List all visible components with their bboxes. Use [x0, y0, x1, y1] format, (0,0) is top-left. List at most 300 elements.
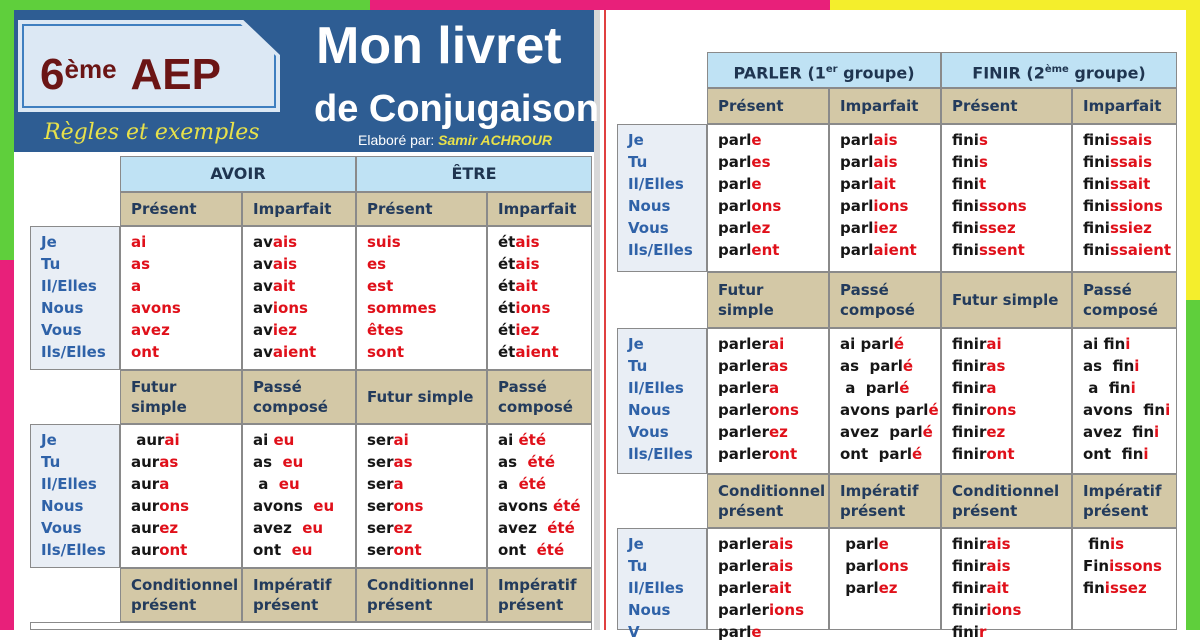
conjugated-form — [253, 231, 345, 253]
conjugated-form — [367, 429, 476, 451]
avoir-futur-forms — [120, 424, 242, 568]
tense-etre-imperatif: Impératif présent — [487, 568, 592, 622]
tense-parler-imparfait: Imparfait — [829, 88, 941, 124]
author-credit — [358, 132, 552, 148]
tense-avoir-passe: Passé composé — [242, 370, 356, 424]
conjugated-form — [952, 533, 1061, 555]
finir-passe-forms — [1072, 328, 1177, 474]
tense-finir-passe: Passé composé — [1072, 272, 1177, 328]
tense-avoir-futur: Futur simple — [120, 370, 242, 424]
verb-stem: parl — [718, 623, 752, 641]
conjugated-form — [1083, 151, 1166, 173]
parler-sup: er — [825, 64, 838, 75]
conjugated-form — [1083, 217, 1166, 239]
conjugated-form — [1083, 129, 1166, 151]
conjugated-form — [498, 231, 581, 253]
verb-ending: ait — [986, 579, 1009, 597]
pronouns-block-1: Je Tu Il/Elles Nous Vous Ils/Elles — [30, 226, 120, 370]
verb-stem: finir — [952, 445, 987, 463]
verb-stem: fini — [1083, 219, 1110, 237]
subtitle: Règles et exemples — [44, 120, 260, 145]
conjugated-form — [253, 341, 345, 363]
verb-stem: a parl — [840, 379, 900, 397]
verb-stem: parl — [718, 153, 752, 171]
conjugated-form — [1083, 421, 1166, 443]
tense-finir-imperatif: Impératif présent — [1072, 474, 1177, 528]
conjugated-form — [131, 231, 231, 253]
verb-ending: ai — [164, 431, 180, 449]
verb-ending: ait — [272, 277, 296, 295]
conjugated-form — [367, 495, 476, 517]
conjugated-form — [253, 495, 345, 517]
conjugated-form — [131, 253, 231, 275]
tense-etre-futur: Futur simple — [356, 370, 487, 424]
conjugated-form — [840, 239, 930, 261]
verb-ending: ssiez — [1109, 219, 1152, 237]
level-superscript: ème — [64, 54, 117, 84]
verb-stem: aur — [131, 497, 160, 515]
verb-stem: parler — [718, 401, 769, 419]
verb-ending: r — [978, 623, 987, 641]
verb-ending: avez — [131, 321, 170, 339]
verb-ending: ais — [986, 557, 1011, 575]
tense-parler-passe: Passé composé — [829, 272, 941, 328]
verb-ending: ions — [986, 601, 1022, 619]
verb-stem: av — [253, 299, 273, 317]
tense-etre-passe: Passé composé — [487, 370, 592, 424]
conjugated-form — [952, 355, 1061, 377]
verb-ending: as — [131, 255, 151, 273]
verb-stem: parler — [718, 557, 769, 575]
verb-ending: é — [928, 401, 939, 419]
verb-ending: ais — [272, 233, 298, 251]
tense-finir-futur: Futur simple — [941, 272, 1072, 328]
verb-stem: parl — [718, 131, 752, 149]
verb-stem: finir — [952, 401, 987, 419]
verb-stem: av — [253, 255, 273, 273]
conjugated-form — [1083, 399, 1171, 421]
verb-ending: ons — [159, 497, 190, 515]
verb-ending: ont — [986, 445, 1015, 463]
verb-stem: parl — [840, 535, 879, 553]
conjugated-form — [718, 599, 818, 621]
finir-futur-forms — [941, 328, 1072, 474]
verb-ending: as — [986, 357, 1006, 375]
verb-stem: a fin — [1083, 379, 1131, 397]
verb-stem: parler — [718, 335, 769, 353]
conjugated-form — [718, 555, 818, 577]
verb-stem: finir — [952, 379, 987, 397]
verb-stem: avez — [253, 519, 303, 537]
verb-ending: été — [553, 497, 581, 515]
conjugated-form — [1083, 443, 1166, 465]
verb-stem: as parl — [840, 357, 903, 375]
parler-imparfait-forms — [829, 124, 941, 272]
conjugated-form — [1083, 555, 1166, 577]
conjugated-form — [498, 341, 581, 363]
conjugated-form — [952, 129, 1061, 151]
verb-stem: aur — [131, 453, 160, 471]
verb-ending: ai — [393, 431, 409, 449]
verb-stem: as — [498, 453, 528, 471]
parler-passe-forms — [829, 328, 941, 474]
verb-ending: a — [159, 475, 170, 493]
tense-etre-present: Présent — [356, 192, 487, 226]
conjugated-form — [253, 429, 345, 451]
verb-stem: parl — [718, 197, 752, 215]
verb-stem: aur — [131, 431, 165, 449]
conjugated-form — [131, 297, 231, 319]
verb-stem: a — [498, 475, 519, 493]
verb-ending: a — [768, 379, 780, 397]
verb-ending: é — [912, 445, 923, 463]
verb-ending: ssent — [978, 241, 1025, 259]
verb-ending: été — [547, 519, 575, 537]
verb-stem: as — [253, 453, 283, 471]
border-top-mid — [370, 0, 830, 10]
verb-ending: ions — [768, 601, 805, 619]
verb-stem: fini — [1083, 153, 1110, 171]
conjugated-form — [1083, 195, 1166, 217]
verb-stem: ét — [498, 255, 516, 273]
verb-stem: finir — [952, 535, 987, 553]
conjugated-form — [367, 451, 476, 473]
conjugated-form — [1083, 173, 1166, 195]
conjugated-form — [367, 539, 476, 561]
conjugated-form — [367, 231, 476, 253]
avoir-imparfait-forms — [242, 226, 356, 370]
conjugated-form — [718, 421, 818, 443]
verb-ending: s — [978, 153, 988, 171]
verb-stem: aur — [131, 541, 160, 559]
verb-ending: ais — [515, 233, 540, 251]
pronouns-block-4: Je Tu Il/Elles Nous Vous Ils/Elles — [617, 328, 707, 474]
verb-stem: parl — [840, 241, 874, 259]
border-left-bottom — [0, 260, 14, 630]
verb-stem: av — [253, 321, 273, 339]
verb-ending: iez — [515, 321, 540, 339]
tense-avoir-imperatif: Impératif présent — [242, 568, 356, 622]
verb-ending: e — [878, 535, 889, 553]
verb-stem: av — [253, 343, 273, 361]
conjugated-form — [131, 319, 231, 341]
conjugated-form — [718, 217, 818, 239]
verb-stem: fini — [952, 197, 979, 215]
verb-stem: parler — [718, 579, 769, 597]
author-name: Samir ACHROUR — [438, 132, 553, 148]
verb-header-avoir: AVOIR — [120, 156, 356, 192]
verb-ending: été — [527, 453, 556, 471]
conjugated-form — [131, 473, 231, 495]
parler-imperatif-forms — [829, 528, 941, 630]
finir-sup: ème — [1044, 64, 1069, 75]
verb-stem: fini — [952, 219, 979, 237]
conjugated-form — [718, 333, 818, 355]
verb-ending: ais — [515, 255, 540, 273]
verb-ending: aient — [272, 343, 317, 361]
verb-stem: avons parl — [840, 401, 929, 419]
conjugated-form — [718, 151, 818, 173]
verb-ending: es — [367, 255, 387, 273]
verb-stem: finir — [952, 335, 987, 353]
verb-stem: avons fin — [1083, 401, 1166, 419]
verb-ending: été — [518, 431, 547, 449]
verb-ending: a — [393, 475, 404, 493]
conjugated-form — [1083, 577, 1166, 599]
finir-rest: groupe) — [1068, 63, 1146, 83]
verb-stem: parl — [840, 579, 879, 597]
conjugated-form — [253, 517, 345, 539]
tense-avoir-imparfait: Imparfait — [242, 192, 356, 226]
verb-stem: parler — [718, 423, 769, 441]
conjugated-form — [498, 429, 581, 451]
verb-ending: issez — [1104, 579, 1147, 597]
conjugated-form — [131, 539, 231, 561]
verb-stem: parl — [840, 197, 874, 215]
tense-finir-imparfait: Imparfait — [1072, 88, 1177, 124]
conjugated-form — [1083, 533, 1166, 555]
verb-stem: ai — [253, 431, 274, 449]
verb-stem: ser — [367, 519, 394, 537]
conjugated-form — [718, 377, 818, 399]
verb-ending: eu — [273, 431, 295, 449]
verb-ending: êtes — [367, 321, 404, 339]
verb-stem: avez fin — [1083, 423, 1155, 441]
verb-stem: ont fin — [1083, 445, 1144, 463]
verb-stem: ser — [367, 497, 394, 515]
border-top-left — [0, 0, 370, 10]
conjugated-form — [718, 443, 818, 465]
conjugated-form — [367, 341, 476, 363]
level-number: 6 — [40, 50, 65, 99]
conjugated-form — [498, 451, 581, 473]
verb-ending: s — [978, 131, 988, 149]
tense-avoir-present: Présent — [120, 192, 242, 226]
parler-rest: groupe) — [837, 63, 915, 83]
verb-ending: ons — [986, 401, 1017, 419]
conjugated-form — [498, 253, 581, 275]
verb-stem: ser — [367, 431, 394, 449]
verb-ending: sommes — [367, 299, 437, 317]
conjugated-form — [952, 173, 1061, 195]
conjugated-form — [367, 319, 476, 341]
verb-stem: ser — [367, 475, 394, 493]
verb-ending: ssais — [1109, 153, 1153, 171]
border-left-top — [0, 0, 14, 260]
verb-ending: ions — [873, 197, 909, 215]
verb-stem: avons — [253, 497, 314, 515]
conjugated-form — [498, 517, 581, 539]
tense-etre-imparfait: Imparfait — [487, 192, 592, 226]
conjugated-form — [952, 239, 1061, 261]
verb-ending: aient — [515, 343, 559, 361]
verb-ending: eu — [282, 453, 304, 471]
verb-ending: as — [393, 453, 413, 471]
verb-stem: parl — [840, 175, 874, 193]
verb-ending: i — [1125, 335, 1131, 353]
verb-ending: ssais — [1109, 131, 1153, 149]
verb-ending: été — [518, 475, 547, 493]
pronouns-block-5: Je Tu Il/Elles Nous V — [617, 528, 707, 630]
verb-ending: ont — [768, 445, 798, 463]
verb-ending: é — [902, 357, 914, 375]
conjugated-form — [498, 275, 581, 297]
verb-stem: parl — [840, 153, 874, 171]
verb-stem: parl — [840, 557, 879, 575]
conjugated-form — [253, 275, 345, 297]
verb-stem: ét — [498, 277, 516, 295]
conjugated-form — [952, 151, 1061, 173]
verb-ending: sont — [367, 343, 405, 361]
verb-ending: ais — [768, 535, 794, 553]
parler-name: PARLER (1 — [733, 63, 826, 83]
verb-ending: i — [1154, 423, 1160, 441]
verb-ending: ez — [986, 423, 1006, 441]
verb-header-parler — [707, 52, 941, 88]
verb-stem: fin — [1083, 579, 1105, 597]
verb-ending: ont — [131, 343, 160, 361]
etre-futur-forms — [356, 424, 487, 568]
tense-avoir-conditionnel: Conditionnel présent — [120, 568, 242, 622]
verb-stem: aur — [131, 519, 160, 537]
verb-ending: ait — [768, 579, 792, 597]
verb-ending: ez — [768, 423, 788, 441]
verb-ending: ais — [873, 131, 898, 149]
conjugated-form — [367, 275, 476, 297]
verb-stem: fini — [952, 175, 979, 193]
verb-ending: ons — [751, 197, 782, 215]
verb-ending: eu — [291, 541, 313, 559]
tense-parler-futur: Futur simple — [707, 272, 829, 328]
verb-stem: as fin — [1083, 357, 1135, 375]
pronouns-block-2: Je Tu Il/Elles Nous Vous Ils/Elles — [30, 424, 120, 568]
pronouns-block-3: Je Tu Il/Elles Nous Vous Ils/Elles — [617, 124, 707, 272]
conjugated-form — [367, 517, 476, 539]
conjugated-form — [253, 297, 345, 319]
verb-ending: ont — [159, 541, 188, 559]
verb-stem: ét — [498, 343, 516, 361]
verb-ending: ez — [159, 519, 179, 537]
conjugated-form — [1083, 239, 1172, 261]
verb-stem: finir — [952, 579, 987, 597]
parler-present-forms — [707, 124, 829, 272]
verb-stem: parl — [840, 219, 874, 237]
verb-ending: as — [159, 453, 179, 471]
conjugated-form — [498, 539, 581, 561]
conjugated-form — [718, 173, 818, 195]
conjugated-form — [253, 473, 345, 495]
verb-ending: ez — [393, 519, 413, 537]
verb-stem: ét — [498, 299, 516, 317]
finir-imparfait-forms — [1072, 124, 1177, 272]
verb-ending: is — [1110, 535, 1125, 553]
verb-ending: ent — [751, 241, 780, 259]
verb-stem: parl — [840, 131, 874, 149]
verb-stem: parler — [718, 357, 769, 375]
verb-stem: avez parl — [840, 423, 923, 441]
verb-ending: e — [751, 623, 762, 641]
verb-ending: ais — [873, 153, 898, 171]
finir-conditionnel-forms — [941, 528, 1072, 641]
verb-stem: av — [253, 233, 273, 251]
conjugated-form — [367, 473, 476, 495]
conjugated-form — [840, 577, 930, 599]
verb-ending: ions — [515, 299, 551, 317]
verb-ending: avons — [131, 299, 181, 317]
verb-stem: ét — [498, 321, 516, 339]
verb-stem: avons — [498, 497, 554, 515]
verb-ending: ais — [768, 557, 794, 575]
conjugated-form — [840, 151, 930, 173]
tense-parler-imperatif: Impératif présent — [829, 474, 941, 528]
parler-futur-forms — [707, 328, 829, 474]
verb-ending: ssait — [1109, 175, 1151, 193]
verb-ending: é — [893, 335, 905, 353]
verb-ending: i — [1130, 379, 1136, 397]
conjugated-form — [718, 129, 818, 151]
verb-stem: avez — [498, 519, 548, 537]
parler-conditionnel-forms — [707, 528, 829, 641]
conjugated-form — [367, 253, 476, 275]
border-right-top — [1186, 0, 1200, 300]
conjugated-form — [840, 533, 930, 555]
verb-ending: ai — [131, 233, 147, 251]
conjugated-form — [840, 333, 930, 355]
verb-ending: ions — [272, 299, 308, 317]
author-prefix: Elaboré par: — [358, 132, 439, 148]
verb-ending: ssaient — [1109, 241, 1172, 259]
verb-ending: es — [751, 153, 771, 171]
verb-stem: ont — [498, 541, 537, 559]
conjugated-form — [253, 253, 345, 275]
verb-ending: suis — [367, 233, 401, 251]
verb-ending: est — [367, 277, 394, 295]
verb-ending: ssons — [978, 197, 1027, 215]
conjugated-form — [840, 399, 939, 421]
finir-name: FINIR (2 — [972, 63, 1045, 83]
verb-ending: ait — [873, 175, 896, 193]
verb-stem: fini — [1083, 175, 1110, 193]
conjugated-form — [840, 355, 930, 377]
verb-ending: iez — [272, 321, 297, 339]
etre-passe-forms — [487, 424, 592, 568]
conjugated-form — [131, 341, 231, 363]
tense-parler-present: Présent — [707, 88, 829, 124]
conjugated-form — [952, 195, 1061, 217]
verb-stem: ai fin — [1083, 335, 1126, 353]
verb-header-finir — [941, 52, 1177, 88]
avoir-present-forms — [120, 226, 242, 370]
level-label — [40, 50, 221, 100]
conjugated-form — [952, 333, 1061, 355]
border-right-bottom — [1186, 300, 1200, 630]
verb-ending: ez — [751, 219, 771, 237]
verb-stem: parler — [718, 535, 769, 553]
verb-stem: aur — [131, 475, 160, 493]
conjugated-form — [1083, 355, 1166, 377]
conjugated-form — [1083, 377, 1166, 399]
verb-stem: ser — [367, 541, 394, 559]
conjugated-form — [952, 377, 1061, 399]
verb-ending: a — [986, 379, 997, 397]
verb-stem: parl — [718, 219, 752, 237]
conjugated-form — [840, 555, 930, 577]
verb-stem: fini — [952, 241, 979, 259]
verb-ending: a — [131, 277, 142, 295]
verb-ending: ai — [986, 335, 1002, 353]
verb-ending: ait — [515, 277, 538, 295]
verb-stem: a — [253, 475, 279, 493]
